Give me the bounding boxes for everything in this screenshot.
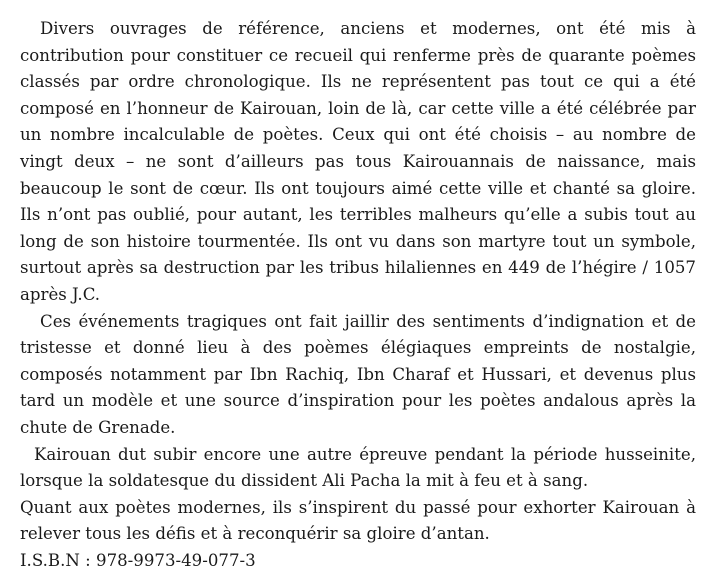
paragraph-intro: Divers ouvrages de référence, anciens et modernes, ont été mis à contribution pour constituer ce recueil qui renferme près de quarante poèmes classés par ordre chronologique. Ils ne représentent pas tout ce qui a été composé en l’honneur de Kairouan, loin de là, car cette ville a été célébrée par un nombre incalculable de poètes. Ceux qui ont été choisis – au nombre de vingt deux – ne sont d’ailleurs pas tous Kairouannais de naissance, mais beaucoup le sont de cœur. Ils ont toujours aimé cette ville et chanté sa gloire. Ils n’ont pas oublié, pour autant, les terribles malheurs qu’elle a subis tout au long de son histoire tourmentée. Ils ont vu dans son martyre tout un symbole, surtout après sa destruction par les tribus hilaliennes en 449 de l’hégire / 1057 après J.C. [20,19,696,304]
paragraph-husseinite: Kairouan dut subir encore une autre épreuve pendant la période husseinite, lorsque la soldatesque du dissident Ali Pacha la mit à feu et à sang. [20,444,696,491]
paragraph-modern-poets: Quant aux poètes modernes, ils s’inspirent du passé pour exhorter Kairouan à relever tous les défis et à reconquérir sa gloire d’antan. [20,497,696,544]
paragraph-events: Ces événements tragiques ont fait jaillir des sentiments d’indignation et de tristesse et donné lieu à des poèmes élégiaques empreints de nostalgie, composés notamment par Ibn Rachiq, Ibn Charaf et Hussari, et devenus plus tard un modèle et une source d’inspiration pour les poètes andalous après la chute de Grenade. [20,311,696,437]
isbn-line: I.S.B.N : 978-9973-49-077-3 [20,550,256,570]
document-body [20,16,696,574]
